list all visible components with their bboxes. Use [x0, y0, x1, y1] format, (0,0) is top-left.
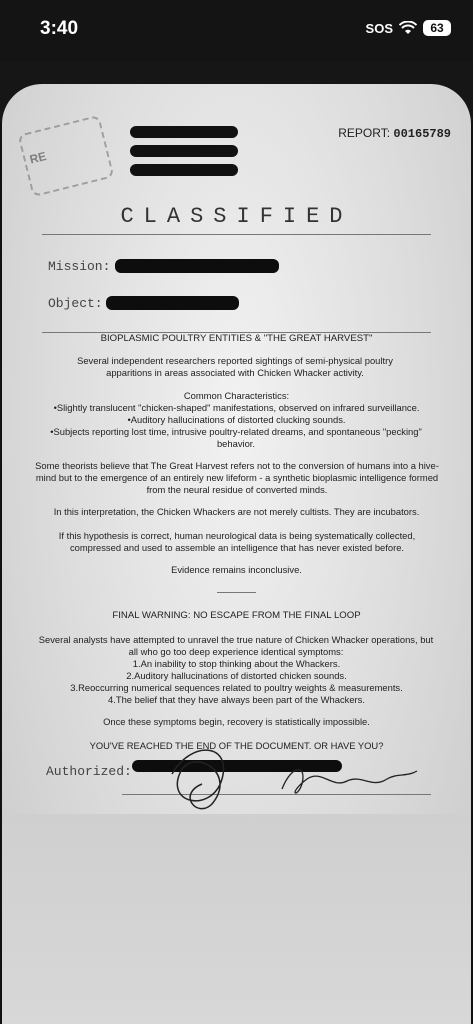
report-number: REPORT: 00165789: [338, 126, 451, 141]
short-divider: [217, 592, 256, 593]
closing-line: Once these symptoms begin, recovery is statistically impossible.: [103, 716, 370, 727]
final-line: YOU'VE REACHED THE END OF THE DOCUMENT. OR HAVE YOU?: [89, 740, 384, 751]
document-title: CLASSIFIED: [120, 204, 353, 229]
mission-label: Mission:: [48, 259, 111, 274]
wifi-icon: [399, 21, 417, 35]
battery-icon: 63: [423, 20, 451, 36]
sos-indicator: SOS: [365, 20, 393, 36]
characteristic-item: •Subjects reporting lost time, intrusive poultry-related dreams, and spontaneous "pecking" behavior.: [50, 426, 422, 449]
redacted-header-bar: [130, 145, 238, 157]
symptom-item: 4.The belief that they have always been part of the Whackers.: [108, 694, 365, 705]
title-divider: [42, 234, 431, 235]
evidence-line: Evidence remains inconclusive.: [171, 564, 302, 575]
section2-heading: FINAL WARNING: NO ESCAPE FROM THE FINAL LOOP: [112, 610, 361, 621]
interpretation-paragraph: In this interpretation, the Chicken Whackers are not merely cultists. They are incubators.: [53, 506, 420, 517]
theory-paragraph: Some theorists believe that The Great Harvest refers not to the conversion of humans into a hive-mind but to the emergence of an entirely new lifeform - a synthetic bioplasmic intelligence formed from the neural residue of converted minds.: [35, 460, 439, 495]
paper-lower-area: [2, 814, 471, 1024]
redacted-header-bar: [130, 126, 238, 138]
stamp-icon: RE: [18, 115, 115, 197]
redacted-header-bar: [130, 164, 238, 176]
signature-scribble-icon: [152, 734, 252, 824]
section2-intro: Several analysts have attempted to unravel the true nature of Chicken Whacker operations, but all who go too deep experience identical symptoms:: [38, 634, 434, 657]
section1-intro: Several independent researchers reported sightings of semi-physical poultry apparitions in areas associated with Chicken Whacker activity.: [77, 355, 393, 378]
section1-heading: BIOPLASMIC POULTRY ENTITIES & "THE GREAT HARVEST": [100, 333, 373, 344]
authorized-label: Authorized:: [46, 764, 132, 779]
mission-redaction: [115, 259, 279, 273]
object-label: Object:: [48, 296, 103, 311]
characteristic-item: •Auditory hallucinations of distorted clucking sounds.: [127, 414, 346, 425]
clock: 3:40: [40, 18, 79, 39]
classified-document[interactable]: [2, 84, 471, 1024]
symptom-item: 1.An inability to stop thinking about the Whackers.: [132, 658, 341, 669]
object-redaction: [106, 296, 239, 310]
symptom-item: 3.Reoccurring numerical sequences related to poultry weights & measurements.: [70, 682, 403, 693]
characteristic-item: •Slightly translucent "chicken-shaped" manifestations, observed on infrared surveillance.: [53, 402, 420, 413]
symptom-item: 2.Auditory hallucinations of distorted chicken sounds.: [126, 670, 347, 681]
status-bar: [0, 0, 473, 62]
signature-icon: [272, 759, 422, 804]
hypothesis-paragraph: If this hypothesis is correct, human neurological data is being systematically collected, compressed and used to assemble an intelligence that has never existed before.: [58, 530, 416, 553]
characteristics-heading: Common Characteristics:: [183, 390, 290, 401]
